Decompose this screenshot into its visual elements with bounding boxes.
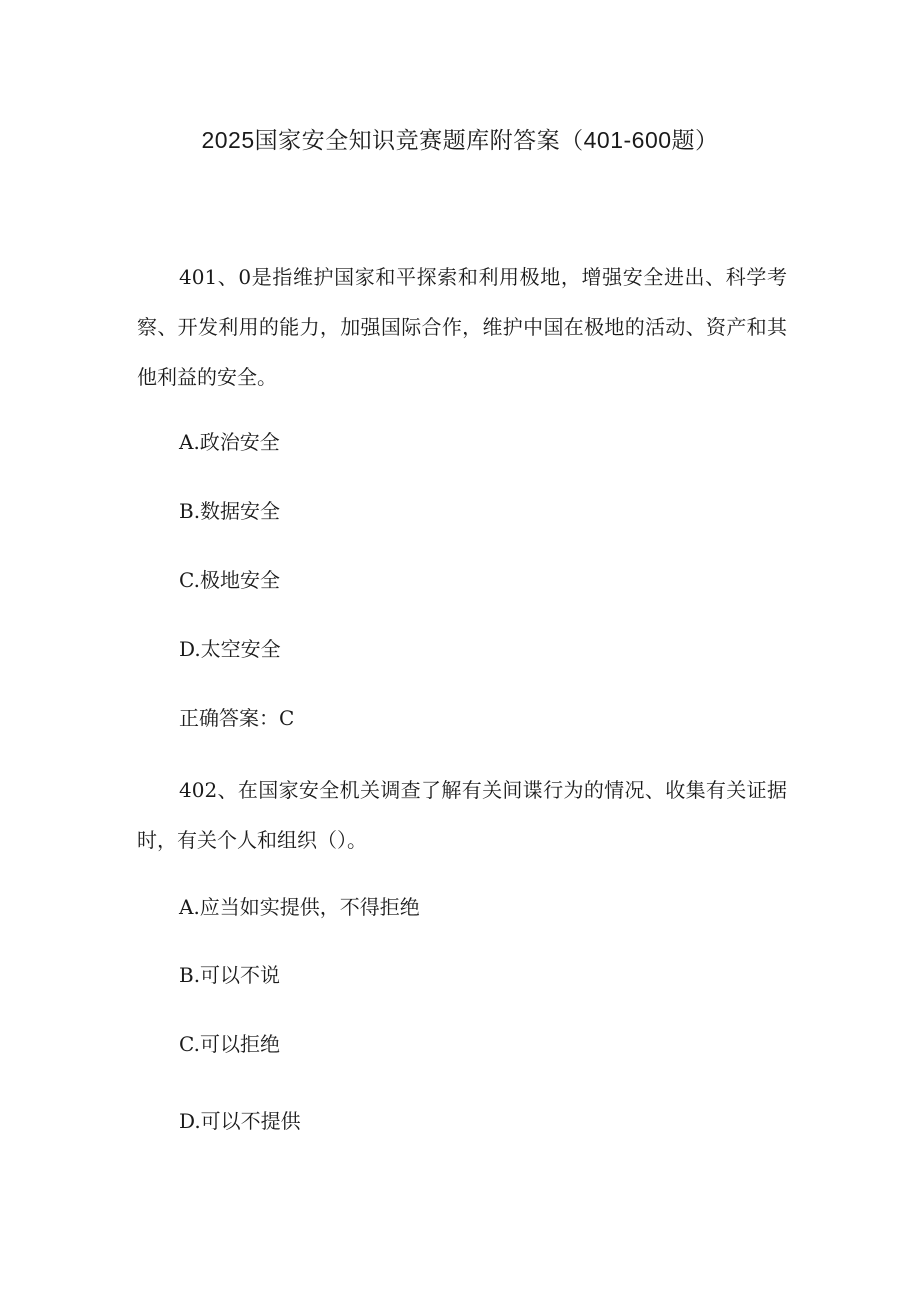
question-401-option-d: D.太空安全 <box>179 637 281 661</box>
question-402-option-c: C.可以拒绝 <box>179 1032 280 1056</box>
question-402-stem: 402、在国家安全机关调查了解有关间谍行为的情况、收集有关证据时，有关个人和组织（）。 <box>137 778 787 852</box>
question-402-option-d: D.可以不提供 <box>179 1109 301 1133</box>
question-401-stem: 401、0是指维护国家和平探索和利用极地，增强安全进出、科学考察、开发利用的能力，加强国际合作，维护中国在极地的活动、资产和其他利益的安全。 <box>137 265 787 389</box>
question-401-option-a: A.政治安全 <box>179 430 280 454</box>
document-title: 2025国家安全知识竞赛题库附答案（401-600题） <box>201 127 719 153</box>
question-402-option-b: B.可以不说 <box>179 963 281 987</box>
question-401-option-c: C.极地安全 <box>179 568 280 592</box>
question-401-option-b: B.数据安全 <box>179 499 281 523</box>
question-402-option-a: A.应当如实提供，不得拒绝 <box>179 895 420 919</box>
question-401-answer: 正确答案：C <box>179 706 295 730</box>
